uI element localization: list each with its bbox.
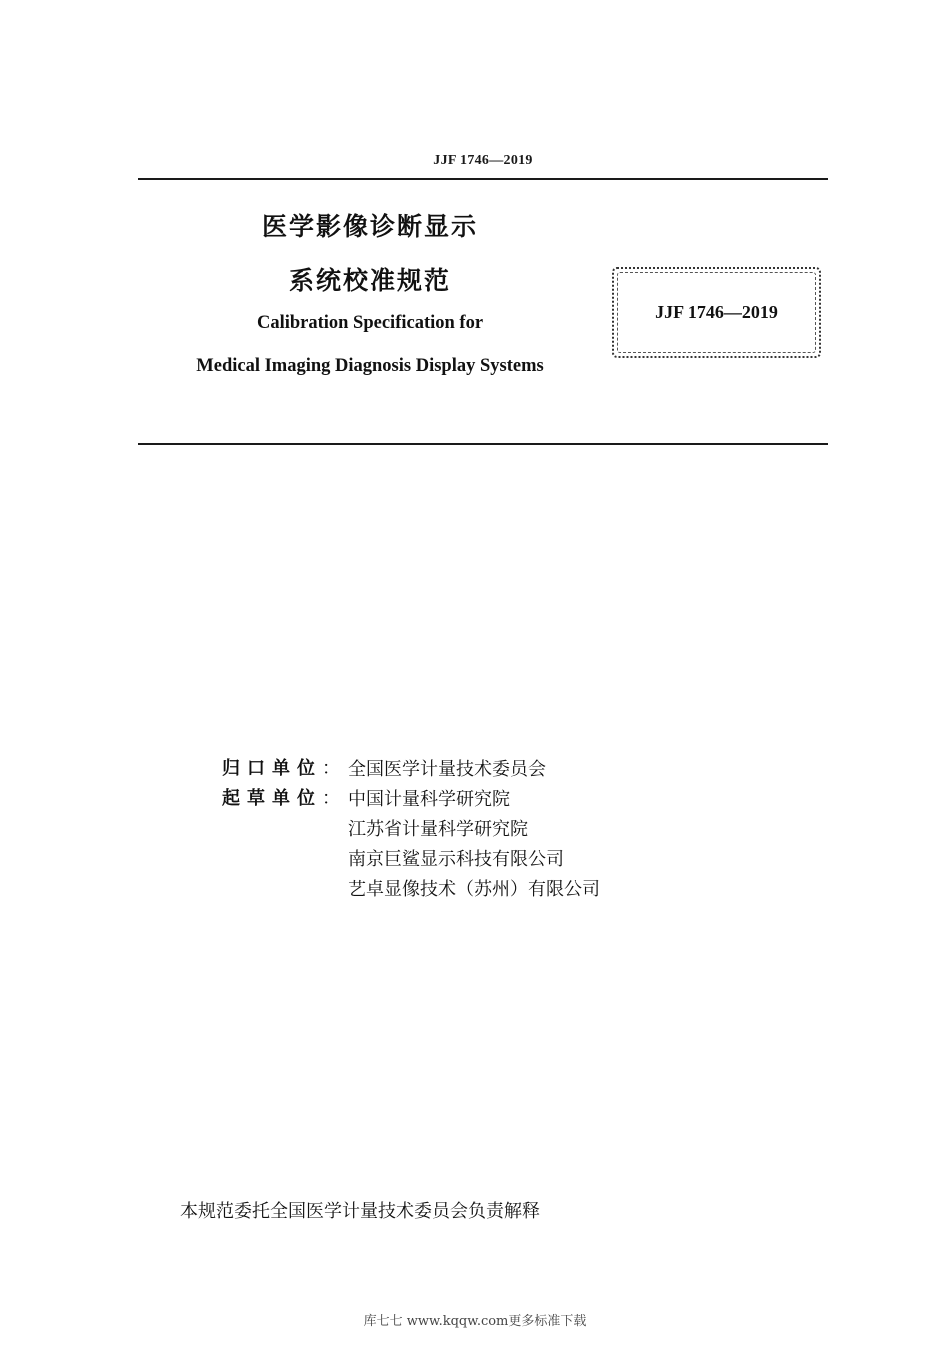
interpretation-note: 本规范委托全国医学计量技术委员会负责解释 [180, 1201, 540, 1222]
bottom-rule [138, 443, 828, 445]
drafting-unit-4: 艺卓显像技术（苏州）有限公司 [348, 879, 600, 900]
drafting-unit-3: 南京巨鲨显示科技有限公司 [348, 849, 564, 870]
drafting-unit-1: 中国计量科学研究院 [348, 789, 510, 810]
title-en-line2: Medical Imaging Diagnosis Display Systems [196, 356, 544, 376]
title-en-line1: Calibration Specification for [256, 313, 484, 333]
watermark: 库七七 www.kqqw.com更多标准下载 [363, 1314, 587, 1329]
title-cn-line2: 系统校准规范 [288, 266, 451, 295]
header-standard-code: JJF 1746—2019 [433, 153, 533, 168]
drafting-unit-label-text: 起草单位 [222, 788, 322, 809]
drafting-unit-colon: ： [322, 788, 340, 809]
title-cn-line1: 医学影像诊断显示 [261, 212, 478, 241]
top-rule [138, 178, 828, 180]
responsible-unit-label [222, 754, 340, 780]
drafting-unit-2: 江苏省计量科学研究院 [348, 819, 528, 840]
responsible-unit-value: 全国医学计量技术委员会 [348, 759, 546, 780]
code-box-text: JJF 1746—2019 [655, 302, 778, 322]
drafting-unit-label [222, 784, 340, 810]
standard-code-box [612, 267, 821, 358]
responsible-unit-label-text: 归口单位 [222, 758, 322, 779]
responsible-unit-colon: ： [322, 758, 340, 779]
